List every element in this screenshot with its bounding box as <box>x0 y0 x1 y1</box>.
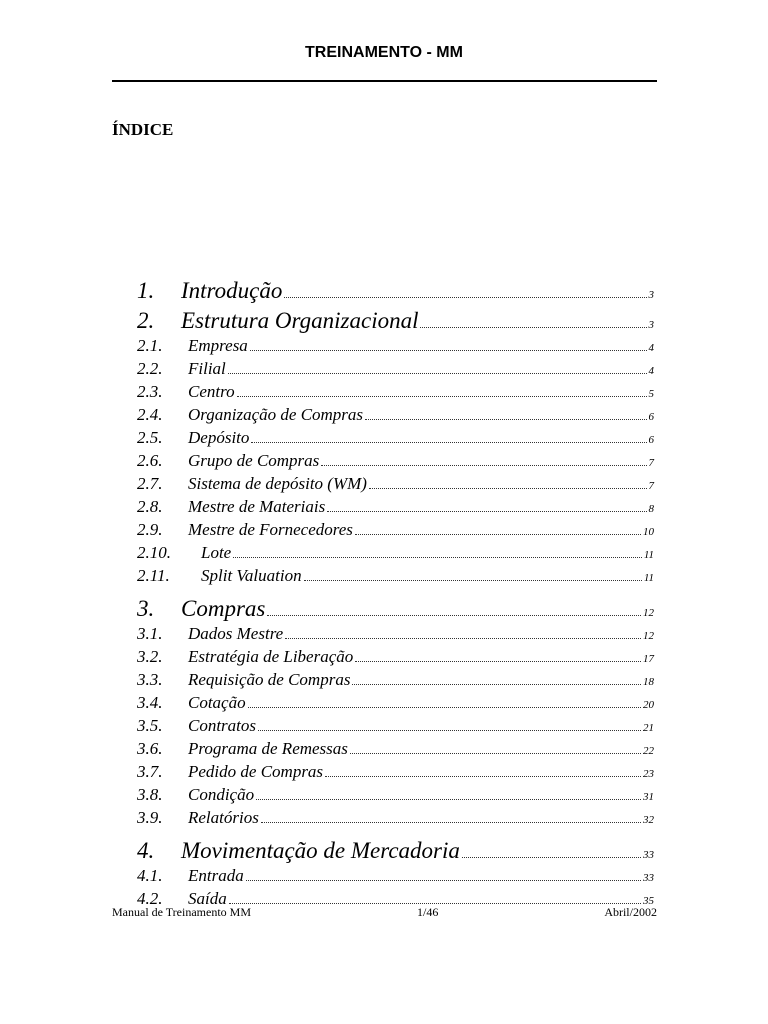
toc-entry-page-number: 3 <box>648 319 654 331</box>
toc-dot-leader <box>369 488 647 489</box>
toc-dot-leader <box>325 776 641 777</box>
toc-dot-leader <box>352 684 641 685</box>
toc-entry-page-number: 10 <box>643 526 654 538</box>
toc-entry[interactable] <box>137 808 654 828</box>
toc-dot-leader <box>321 465 646 466</box>
toc-entry-page-number: 17 <box>643 653 654 665</box>
toc-dot-leader <box>248 707 641 708</box>
toc-entry-page-number: 12 <box>643 607 654 619</box>
toc-entry-title: Saída <box>188 889 227 908</box>
toc-entry-page-number: 3 <box>648 289 654 301</box>
toc-entry-page-number: 23 <box>643 768 654 780</box>
toc-entry-title: Condição <box>188 785 255 804</box>
toc-entry[interactable] <box>137 670 654 690</box>
toc-entry-number: 4.1. <box>137 866 163 885</box>
toc-entry[interactable] <box>137 308 654 334</box>
toc-entry[interactable] <box>137 336 654 356</box>
toc-entry[interactable] <box>137 838 654 864</box>
toc-entry-number: 2.7. <box>137 474 163 493</box>
page-header-title: TREINAMENTO - MM <box>305 44 463 61</box>
toc-entry[interactable] <box>137 624 654 644</box>
toc-entry-number: 3.4. <box>137 693 163 712</box>
toc-entry[interactable] <box>137 785 654 805</box>
toc-entry-page-number: 4 <box>648 342 654 354</box>
toc-entry-page-number: 21 <box>643 722 654 734</box>
toc-entry-number: 3.6. <box>137 739 163 758</box>
toc-entry-page-number: 20 <box>643 699 654 711</box>
toc-dot-leader <box>285 638 641 639</box>
toc-entry-title: Empresa <box>188 336 248 355</box>
toc-entry[interactable] <box>137 520 654 540</box>
toc-entry[interactable] <box>137 866 654 886</box>
toc-entry-title: Entrada <box>188 866 244 885</box>
toc-entry-number: 2.9. <box>137 520 163 539</box>
toc-entry-title: Dados Mestre <box>188 624 284 643</box>
toc-dot-leader <box>350 753 641 754</box>
toc-entry[interactable] <box>137 451 654 471</box>
toc-entry-number: 4. <box>137 838 155 863</box>
toc-entry-number: 2.2. <box>137 359 163 378</box>
toc-dot-leader <box>229 903 641 904</box>
toc-dot-leader <box>327 511 646 512</box>
toc-entry-title: Estrutura Organizacional <box>181 308 419 333</box>
toc-entry-title: Grupo de Compras <box>188 451 320 470</box>
toc-entry-title: Filial <box>188 359 226 378</box>
toc-dot-leader <box>251 442 646 443</box>
toc-dot-leader <box>233 557 642 558</box>
toc-entry[interactable] <box>137 762 654 782</box>
toc-entry-page-number: 35 <box>643 895 654 907</box>
toc-entry-number: 3.8. <box>137 785 163 804</box>
toc-entry-number: 2. <box>137 308 155 333</box>
toc-entry-title: Mestre de Fornecedores <box>188 520 353 539</box>
toc-entry-page-number: 4 <box>648 365 654 377</box>
toc-entry[interactable] <box>137 739 654 759</box>
toc-entry[interactable] <box>137 382 654 402</box>
toc-dot-leader <box>261 822 641 823</box>
toc-entry-number: 2.10. <box>137 543 171 562</box>
toc-entry[interactable] <box>137 647 654 667</box>
toc-entry[interactable] <box>137 566 654 586</box>
toc-entry-title: Requisição de Compras <box>188 670 351 689</box>
toc-dot-leader <box>237 396 647 397</box>
toc-entry-page-number: 7 <box>648 457 654 469</box>
toc-entry-title: Split Valuation <box>201 566 302 585</box>
toc-dot-leader <box>355 661 641 662</box>
toc-entry[interactable] <box>137 543 654 563</box>
toc-entry-page-number: 33 <box>643 849 654 861</box>
toc-dot-leader <box>258 730 641 731</box>
toc-entry[interactable] <box>137 693 654 713</box>
toc-dot-leader <box>355 534 641 535</box>
toc-dot-leader <box>228 373 647 374</box>
toc-entry[interactable] <box>137 278 654 304</box>
toc-entry-title: Sistema de depósito (WM) <box>188 474 367 493</box>
toc-dot-leader <box>462 857 641 858</box>
toc-entry-title: Centro <box>188 382 235 401</box>
toc-entry-page-number: 5 <box>648 388 654 400</box>
toc-entry-number: 3.9. <box>137 808 163 827</box>
toc-dot-leader <box>365 419 646 420</box>
toc-entry-page-number: 31 <box>643 791 654 803</box>
toc-entry[interactable] <box>137 716 654 736</box>
toc-entry-title: Estratégia de Liberação <box>188 647 354 666</box>
toc-entry-page-number: 18 <box>643 676 654 688</box>
toc-entry-page-number: 7 <box>648 480 654 492</box>
toc-dot-leader <box>256 799 641 800</box>
toc-entry-page-number: 8 <box>648 503 654 515</box>
toc-entry-number: 3.3. <box>137 670 163 689</box>
toc-entry-title: Pedido de Compras <box>188 762 324 781</box>
toc-entry-title: Lote <box>201 543 232 562</box>
toc-dot-leader <box>250 350 647 351</box>
toc-entry-number: 2.1. <box>137 336 163 355</box>
toc-entry-number: 2.11. <box>137 566 170 585</box>
toc-entry-title: Introdução <box>181 278 283 303</box>
toc-entry-title: Programa de Remessas <box>188 739 348 758</box>
toc-entry-page-number: 12 <box>643 630 654 642</box>
footer-page-number: 1/46 <box>416 905 439 919</box>
toc-entry-number: 2.5. <box>137 428 163 447</box>
toc-entry-number: 3.5. <box>137 716 163 735</box>
section-heading: ÍNDICE <box>112 120 174 139</box>
footer-date: Abril/2002 <box>604 905 657 919</box>
toc-dot-leader <box>304 580 642 581</box>
toc-entry-page-number: 11 <box>643 549 654 561</box>
toc-entry-number: 3.1. <box>137 624 163 643</box>
toc-entry-page-number: 6 <box>648 411 654 423</box>
toc-entry-title: Compras <box>181 596 266 621</box>
toc-entry-number: 2.4. <box>137 405 163 424</box>
toc-entry-title: Contratos <box>188 716 257 735</box>
toc-entry-page-number: 33 <box>643 872 654 884</box>
toc-entry-number: 2.6. <box>137 451 163 470</box>
toc-entry-number: 3.2. <box>137 647 163 666</box>
toc-entry-page-number: 11 <box>643 572 654 584</box>
toc-entry[interactable] <box>137 596 654 622</box>
toc-entry-number: 3.7. <box>137 762 163 781</box>
toc-entry-title: Depósito <box>188 428 250 447</box>
toc-entry-title: Cotação <box>188 693 246 712</box>
toc-entry-page-number: 32 <box>643 814 654 826</box>
toc-entry[interactable] <box>137 428 654 448</box>
toc-entry-title: Movimentação de Mercadoria <box>181 838 460 863</box>
toc-entry[interactable] <box>137 359 654 379</box>
toc-entry-number: 2.8. <box>137 497 163 516</box>
toc-dot-leader <box>284 297 646 298</box>
toc-entry[interactable] <box>137 474 654 494</box>
toc-entry-page-number: 22 <box>643 745 654 757</box>
toc-dot-leader <box>246 880 641 881</box>
toc-entry-number: 4.2. <box>137 889 163 908</box>
footer-document-title: Manual de Treinamento MM <box>112 905 251 919</box>
toc-entry-title: Organização de Compras <box>188 405 364 424</box>
toc-entry[interactable] <box>137 405 654 425</box>
toc-entry[interactable] <box>137 497 654 517</box>
toc-dot-leader <box>420 327 646 328</box>
toc-entry-number: 2.3. <box>137 382 163 401</box>
page-footer <box>112 905 657 920</box>
toc-entry-page-number: 6 <box>648 434 654 446</box>
toc-dot-leader <box>267 615 641 616</box>
toc-entry-title: Mestre de Materiais <box>188 497 326 516</box>
toc-entry-title: Relatórios <box>188 808 259 827</box>
toc-entry-number: 3. <box>137 596 155 621</box>
toc-entry-number: 1. <box>137 278 155 303</box>
